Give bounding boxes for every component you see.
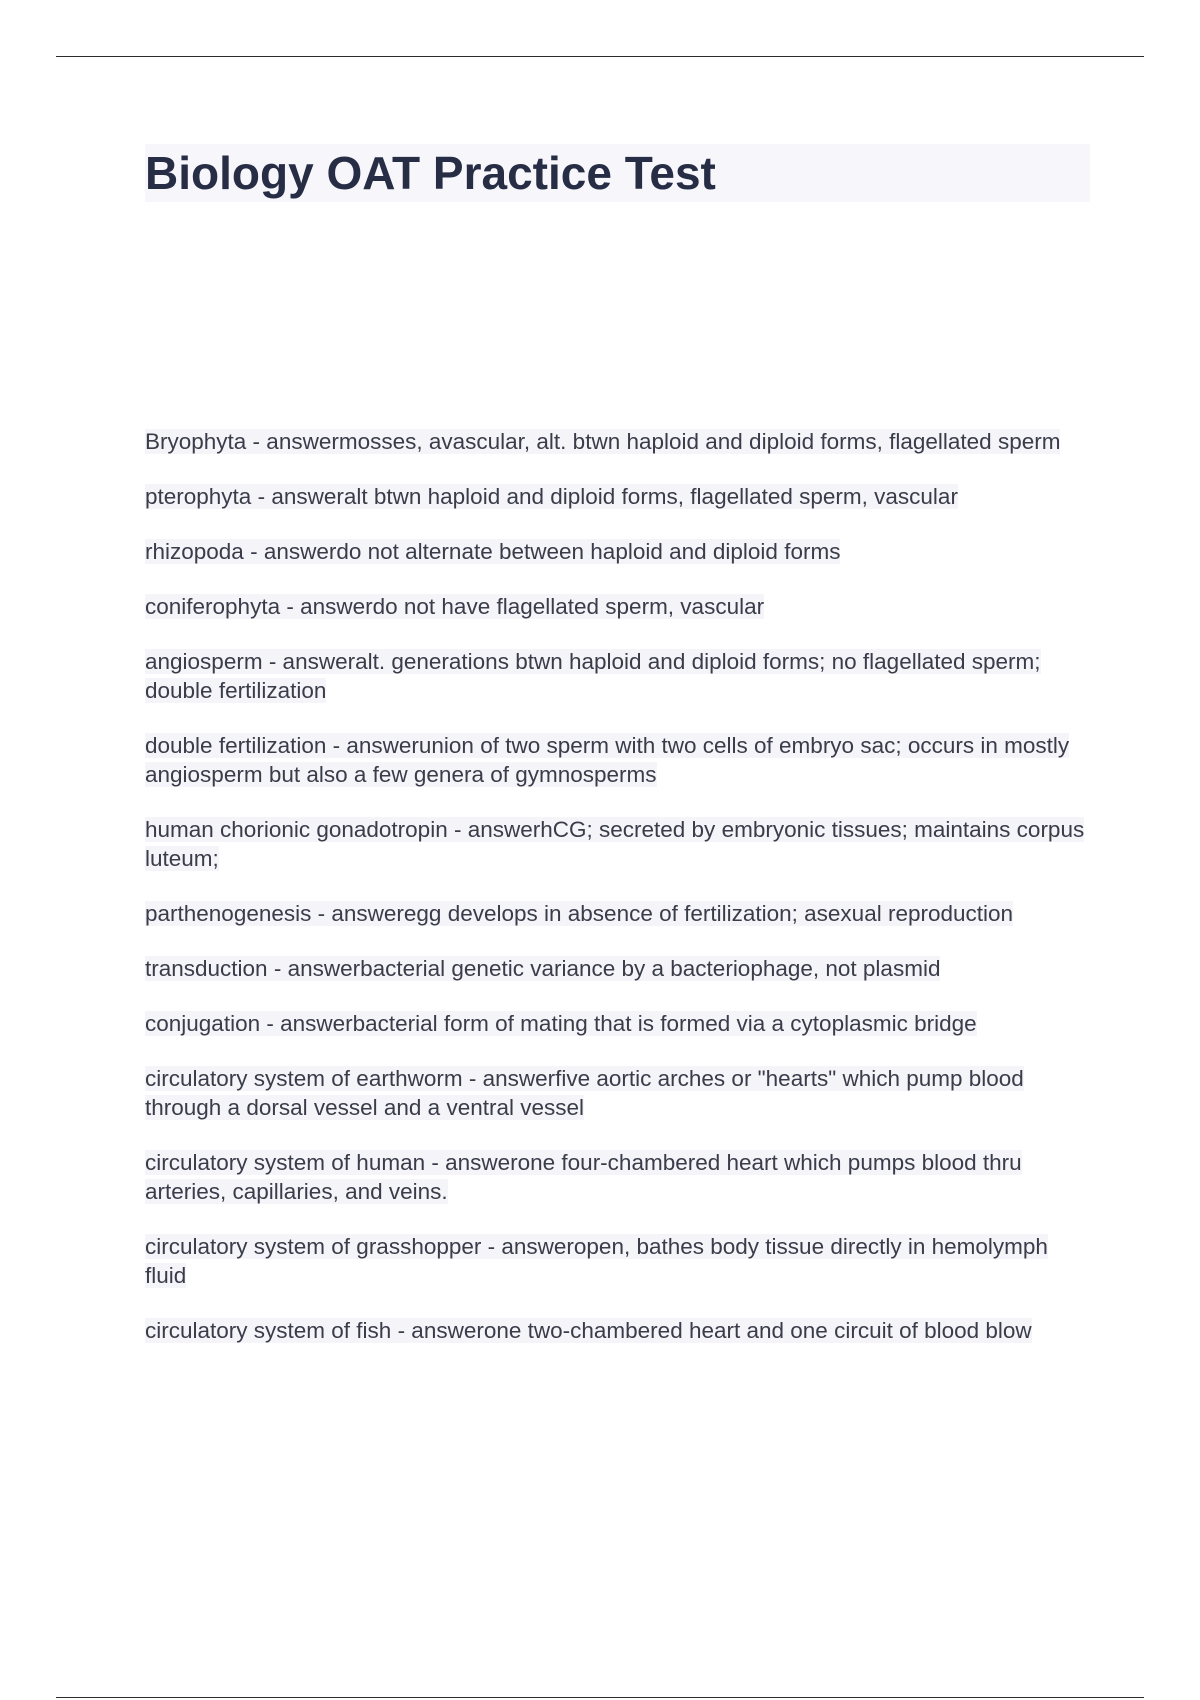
list-item [145,1232,1090,1290]
list-item [145,899,1090,928]
list-item [145,731,1090,789]
entry-text: Bryophyta - answermosses, avascular, alt. btwn haploid and diploid forms, flagellated sperm [145,429,1061,454]
document-body [145,144,1090,1371]
entry-text: double fertilization - answerunion of two sperm with two cells of embryo sac; occurs in mostly angiosperm but also a few genera of gymnosperms [145,733,1070,787]
entry-text: circulatory system of human - answerone four-chambered heart which pumps blood thru arteries, capillaries, and veins. [145,1150,1022,1204]
list-item [145,1148,1090,1206]
entry-text: parthenogenesis - answeregg develops in absence of fertilization; asexual reproduction [145,901,1014,926]
document-title: Biology OAT Practice Test [145,144,1090,202]
list-item [145,427,1090,456]
list-item [145,1064,1090,1122]
entry-text: pterophyta - answeralt btwn haploid and diploid forms, flagellated sperm, vascular [145,484,958,509]
list-item [145,537,1090,566]
top-rule [56,56,1144,57]
entry-text: conjugation - answerbacterial form of mating that is formed via a cytoplasmic bridge [145,1011,977,1036]
entry-text: transduction - answerbacterial genetic variance by a bacteriophage, not plasmid [145,956,941,981]
entry-text: coniferophyta - answerdo not have flagellated sperm, vascular [145,594,765,619]
entry-text: rhizopoda - answerdo not alternate between haploid and diploid forms [145,539,841,564]
entry-text: angiosperm - answeralt. generations btwn haploid and diploid forms; no flagellated sperm; double fertilization [145,649,1041,703]
list-item [145,1316,1090,1345]
entry-text: circulatory system of grasshopper - answeropen, bathes body tissue directly in hemolymph fluid [145,1234,1048,1288]
entry-text: human chorionic gonadotropin - answerhCG; secreted by embryonic tissues; maintains corpus luteum; [145,817,1085,871]
list-item [145,954,1090,983]
list-item [145,815,1090,873]
list-item [145,482,1090,511]
list-item [145,1009,1090,1038]
entry-list [145,427,1090,1345]
entry-text: circulatory system of earthworm - answerfive aortic arches or "hearts" which pump blood through a dorsal vessel and a ventral vessel [145,1066,1024,1120]
list-item [145,647,1090,705]
list-item [145,592,1090,621]
entry-text: circulatory system of fish - answerone two-chambered heart and one circuit of blood blow [145,1318,1032,1343]
bottom-rule [56,1697,1144,1698]
